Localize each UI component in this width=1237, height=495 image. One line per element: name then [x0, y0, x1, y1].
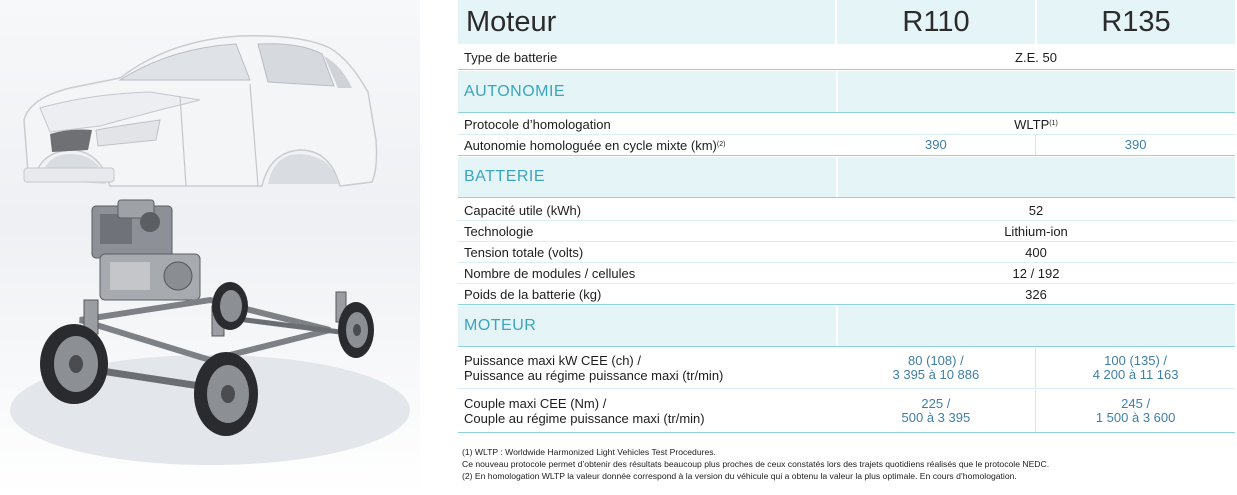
row-label	[458, 348, 837, 388]
row-value: 52	[1028, 202, 1044, 218]
footnotes	[462, 446, 1232, 482]
row-value: Z.E. 50	[1015, 49, 1057, 65]
row-label: Protocole d’homologation	[464, 116, 611, 132]
torque-label-line2: Couple au régime puissance maxi (tr/min)	[464, 411, 705, 426]
section-title-moteur: MOTEUR	[458, 306, 836, 346]
r135-value	[1035, 348, 1235, 388]
section-title-autonomie: AUTONOMIE	[458, 71, 836, 112]
table-row	[458, 284, 1235, 305]
footnote-ref: (1)	[1049, 120, 1058, 127]
section-header	[458, 157, 1235, 198]
row-label: Capacité utile (kWh)	[464, 202, 582, 218]
r135-torque-line1: 245 /	[1121, 396, 1151, 411]
r135-value	[1035, 390, 1235, 432]
car-illustration	[0, 0, 420, 495]
footnote-2: (2) En homologation WLTP la valeur donnée correspond à la version du véhicule qui a obtenu la valeur la plus optimale. En cours d’homologation.	[462, 471, 1017, 481]
row-value: 326	[1025, 286, 1047, 302]
section-header	[458, 71, 1235, 113]
r110-torque-line2: 500 à 3 395	[901, 410, 971, 425]
r135-power-line2: 4 200 à 11 163	[1092, 367, 1179, 382]
row-value: Lithium-ion	[1004, 223, 1068, 239]
car-body-and-chassis-image	[0, 0, 420, 495]
r135-value: 390	[1035, 135, 1235, 155]
section-filler	[836, 306, 1235, 346]
table-row	[458, 221, 1235, 242]
r110-power-line2: 3 395 à 10 886	[892, 367, 980, 382]
version-headers	[835, 0, 1235, 44]
section-filler	[836, 157, 1235, 197]
row-label: Tension totale (volts)	[464, 244, 584, 260]
section-filler	[836, 71, 1235, 112]
table-row	[458, 135, 1235, 156]
section-title-batterie: BATTERIE	[458, 157, 836, 197]
torque-label-line1: Couple maxi CEE (Nm) /	[464, 396, 607, 411]
row-label: Poids de la batterie (kg)	[464, 286, 602, 302]
version-r135-header: R135	[1035, 0, 1235, 44]
row-value: 12 / 192	[1012, 265, 1060, 281]
r110-power-line1: 80 (108) /	[908, 353, 964, 368]
section-header	[458, 306, 1235, 347]
protocol-value: WLTP	[1014, 116, 1050, 132]
table-row	[458, 263, 1235, 284]
table-row	[458, 348, 1235, 389]
row-value	[837, 114, 1235, 134]
r110-value: 390	[925, 137, 947, 152]
table-row	[458, 114, 1235, 135]
footnote-1: (1) WLTP : Worldwide Harmonized Light Vehicles Test Procedures.	[462, 447, 716, 457]
r135-power-line1: 100 (135) /	[1104, 353, 1168, 368]
r110-torque-line1: 225 /	[921, 396, 951, 411]
table-row	[458, 242, 1235, 263]
range-label: Autonomie homologuée en cycle mixte (km)	[464, 137, 717, 153]
row-label	[458, 390, 837, 432]
r135-torque-line2: 1 500 à 3 600	[1095, 410, 1176, 425]
table-title: Moteur	[458, 0, 835, 44]
power-label-line2: Puissance au régime puissance maxi (tr/min)	[464, 368, 724, 383]
row-label: Technologie	[464, 223, 534, 239]
footnote-1-detail: Ce nouveau protocole permet d’obtenir des résultats beaucoup plus proches de ceux constatés lors des trajets quotidiens réalisés que le protocole NEDC.	[462, 459, 1050, 469]
table-row	[458, 200, 1235, 221]
r110-value	[837, 390, 1036, 432]
r110-value	[837, 348, 1036, 388]
version-r110-header: R110	[837, 0, 1035, 44]
row-label: Type de batterie	[464, 49, 558, 65]
table-header	[458, 0, 1235, 44]
power-label-line1: Puissance maxi kW CEE (ch) /	[464, 353, 641, 368]
row-label: Nombre de modules / cellules	[464, 265, 636, 281]
table-row	[458, 45, 1235, 70]
row-value: 400	[1025, 244, 1047, 260]
table-row	[458, 390, 1235, 433]
row-label	[458, 135, 837, 155]
footnote-ref: (2)	[716, 141, 726, 148]
